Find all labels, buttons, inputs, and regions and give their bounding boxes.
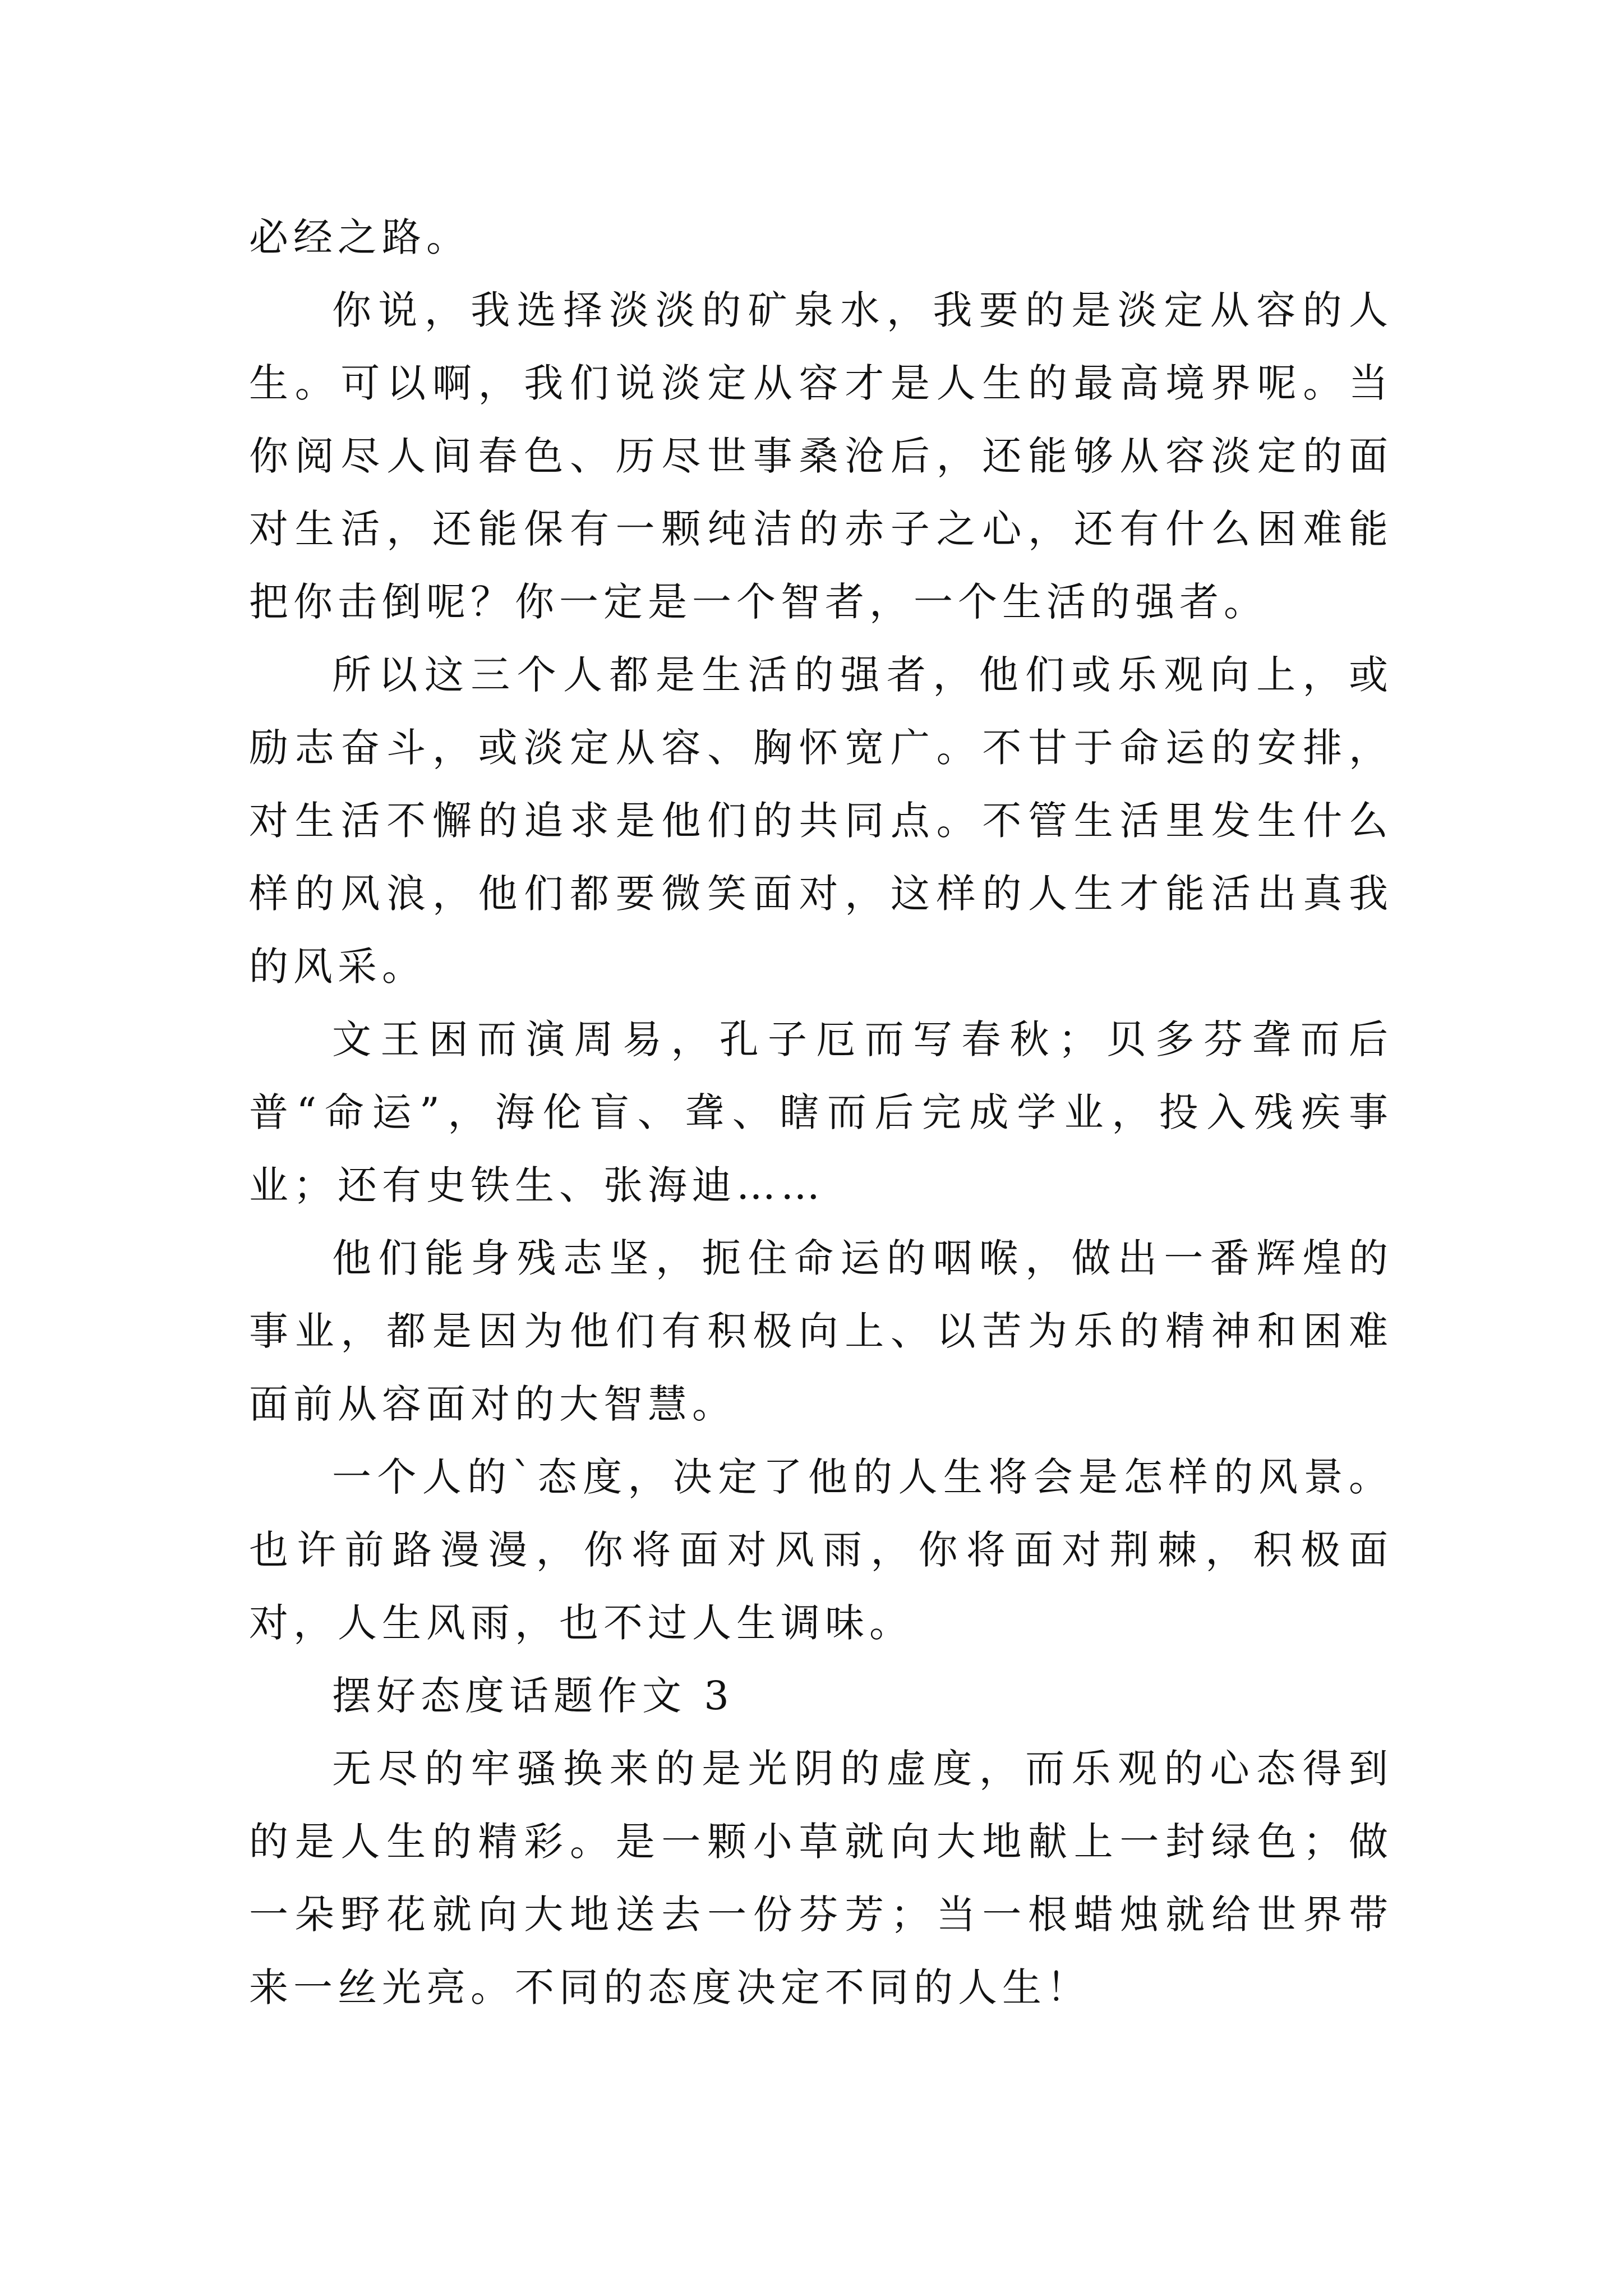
section-heading: 摆好态度话题作文 3 [332,1673,734,1719]
paragraph: 所以这三个人都是生活的强者，他们或乐观向上，或励志奋斗，或淡定从容、胸怀宽广。不甘于命运的安排，对生活不懈的追求是他们的共同点。不管生活里发生什么样的风浪，他们都要微笑面对，这样的人生才能活出真我的风采。 [249,652,1393,990]
paragraph: 无尽的牢骚换来的是光阴的虚度，而乐观的心态得到的是人生的精彩。是一颗小草就向大地献上一封绿色；做一朵野花就向大地送去一份芬芳；当一根蜡烛就给世界带来一丝光亮。不同的态度决定不同的人生！ [249,1746,1393,2010]
document-body [249,201,1393,2024]
paragraph: 文王困而演周易，孔子厄而写春秋；贝多芬聋而后普“命运”，海伦盲、聋、瞎而后完成学业，投入残疾事业；还有史铁生、张海迪…… [249,1016,1393,1208]
paragraph: 你说，我选择淡淡的矿泉水，我要的是淡定从容的人生。可以啊，我们说淡定从容才是人生的最高境界呢。当你阅尽人间春色、历尽世事桑沧后，还能够从容淡定的面对生活，还能保有一颗纯洁的赤子之心，还有什么困难能把你击倒呢？你一定是一个智者，一个生活的强者。 [249,287,1393,625]
paragraph: 他们能身残志坚，扼住命运的咽喉，做出一番辉煌的事业，都是因为他们有积极向上、以苦为乐的精神和困难面前从容面对的大智慧。 [249,1235,1393,1427]
paragraph: 一个人的`态度，决定了他的人生将会是怎样的风景。也许前路漫漫，你将面对风雨，你将面对荆棘，积极面对，人生风雨，也不过人生调味。 [249,1454,1393,1646]
paragraph-continuation: 必经之路。 [249,214,471,260]
